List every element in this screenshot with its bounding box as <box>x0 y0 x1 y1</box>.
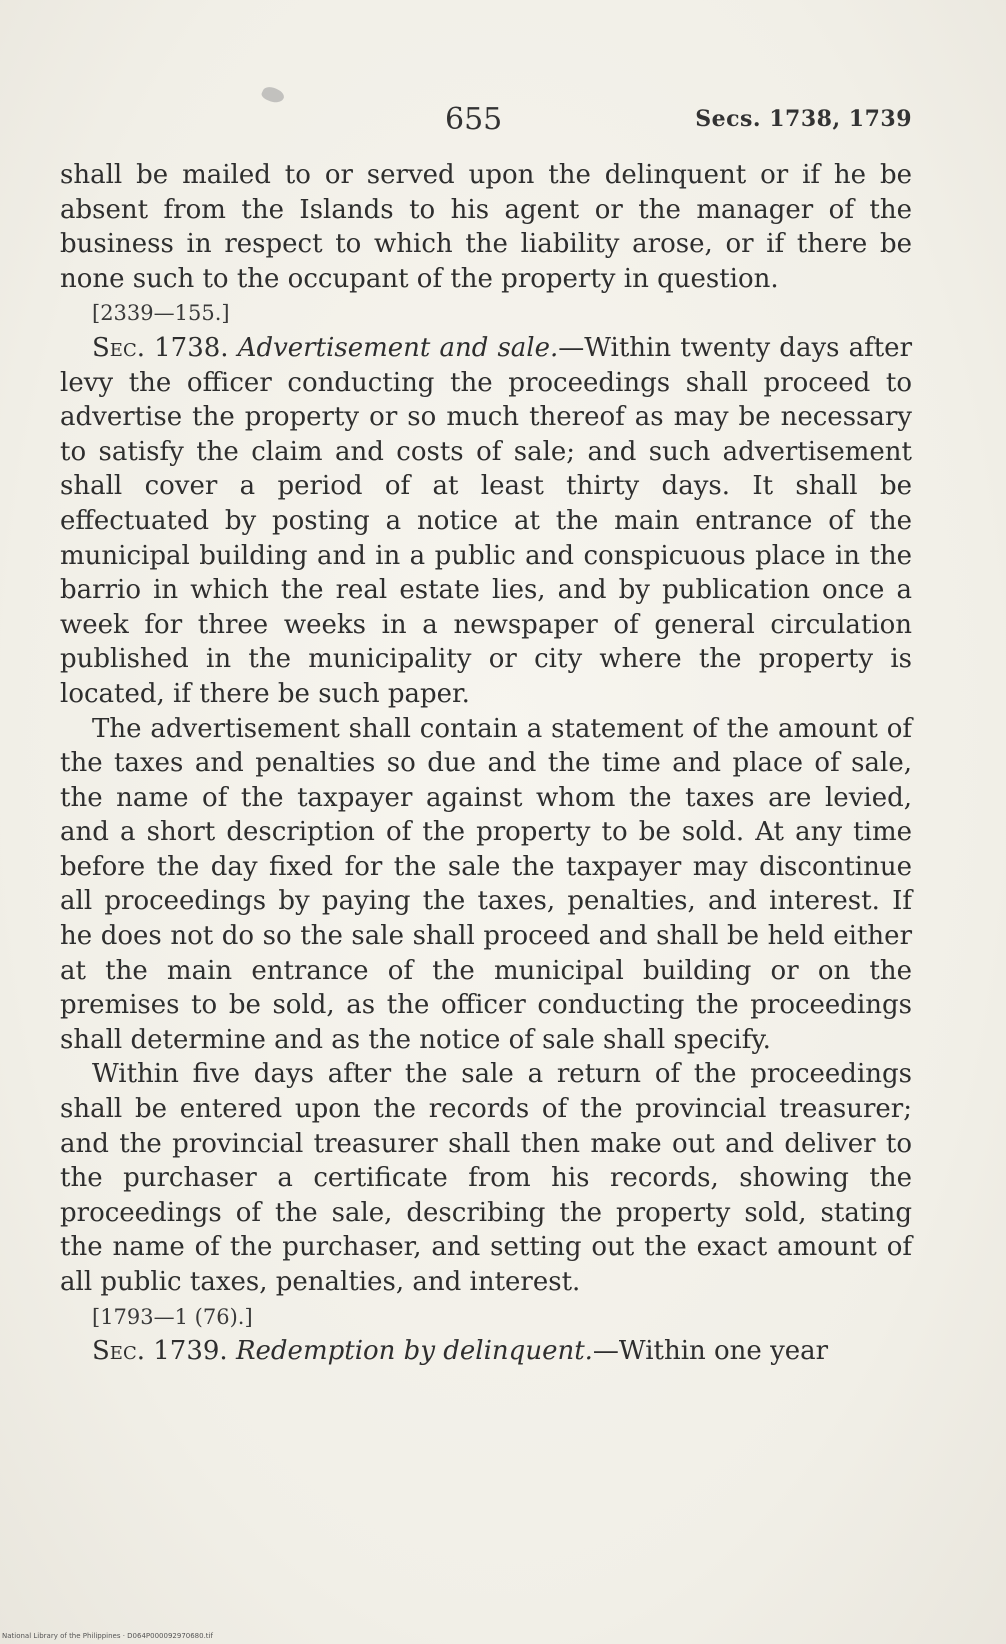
section-1739-heading: Redemption by delinquent. <box>235 1336 593 1367</box>
citation-reference-2: [1793—1 (76).] <box>92 1304 253 1329</box>
page-number: 655 <box>445 102 503 137</box>
continued-paragraph: shall be mailed to or served upon the delinquent or if he be absent from the Islands to his agent or the manager of the business in respect to which the liability arose, or if there be none such to the occupant of the property in question. <box>60 160 912 294</box>
scan-footer-note: National Library of the Philippines · D064P000092970680.tif <box>2 1632 213 1640</box>
return-paragraph: Within five days after the sale a return of the proceedings shall be entered upon the records of the provincial treasurer; and the provincial treasurer shall then make out and deliver to the purchaser a certificate from his records, showing the proceedings of the sale, describing the property sold, stating the name of the purchaser, and setting out the exact amount of all public taxes, penalties, and interest. <box>60 1059 912 1297</box>
citation-reference: [2339—155.] <box>92 301 230 326</box>
section-1738-text: —Within twenty days after levy the officer conducting the proceedings shall proceed to advertise the property or so much thereof as may be necessary to satisfy the claim and costs of sale; and such advertisement shall cover a period of at least thirty days. It shall be effectuated by posting a notice at the main entrance of the municipal building and in a public and conspicuous place in the barrio in which the real estate lies, and by publication once a week for three weeks in a newspaper of general circulation published in the municipality or city where the property is located, if there be such paper. <box>60 332 912 709</box>
page-header <box>60 102 912 142</box>
section-1738-label: Sec. 1738. <box>92 332 229 363</box>
section-1739-paragraph <box>60 1334 912 1369</box>
section-1739-text: —Within one year <box>592 1336 829 1367</box>
page-body <box>60 158 912 1369</box>
section-1738-heading: Advertisement and sale. <box>237 332 559 363</box>
section-1738-paragraph <box>60 331 912 712</box>
running-section-ref: Secs. 1738, 1739 <box>695 106 912 132</box>
section-1739-label: Sec. 1739. <box>92 1336 228 1367</box>
advertisement-paragraph: The advertisement shall contain a statement of the amount of the taxes and penalties so due and the time and place of sale, the name of the taxpayer against whom the taxes are levied, and a short description of the property to be sold. At any time before the day fixed for the sale the taxpayer may discontinue all proceedings by paying the taxes, penalties, and interest. If he does not do so the sale shall proceed and shall be held either at the main entrance of the municipal building or on the premises to be sold, as the officer conducting the proceedings shall determine and as the notice of sale shall specify. <box>60 713 912 1055</box>
